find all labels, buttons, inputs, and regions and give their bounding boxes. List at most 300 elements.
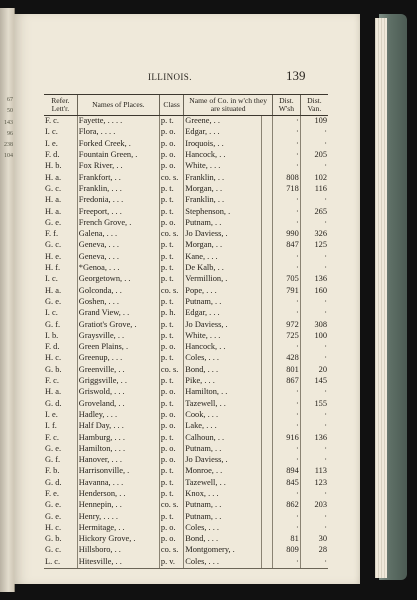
cell-dist-washington: ·	[273, 116, 301, 128]
cell-spacer	[261, 545, 272, 556]
cell-county: Vermillion, .	[184, 274, 262, 285]
cell-reference-letter: G. f.	[45, 455, 61, 465]
cell-class: p. t.	[159, 376, 183, 387]
margin-mark: 238	[4, 142, 13, 149]
cell-dist-vandalia: ·	[300, 195, 328, 206]
cell-dist-washington: ·	[273, 150, 301, 161]
cell-county: Bond, . . .	[184, 534, 262, 545]
cell-reference-letter: I. e.	[45, 409, 58, 419]
cell-class: p. t.	[159, 489, 183, 500]
cell-class: p. o.	[159, 410, 183, 421]
margin-mark	[0, 197, 13, 208]
cell-county: White, . . .	[184, 161, 262, 172]
cell-spacer	[261, 511, 272, 522]
cell-class: p. o.	[159, 523, 183, 534]
table-row	[44, 150, 328, 161]
cell-reference-letter: I. c.	[45, 308, 58, 318]
table-row	[44, 365, 328, 376]
cell-dist-vandalia: 20	[300, 365, 328, 376]
table-row	[44, 534, 328, 545]
margin-mark	[0, 185, 13, 196]
cell-dist-washington: ·	[273, 297, 301, 308]
table-row	[44, 557, 328, 568]
cell-reference-letter: G. d.	[45, 477, 62, 487]
cell-class: p. t.	[159, 511, 183, 522]
cell-reference-letter: I. c.	[45, 274, 58, 284]
cell-reference-letter: H. a.	[45, 195, 62, 205]
cell-place-name: Griswold, . . .	[77, 387, 159, 398]
cell-dist-washington: 718	[273, 184, 301, 195]
cell-dist-vandalia: ·	[300, 263, 328, 274]
cell-dist-washington: ·	[273, 252, 301, 263]
cell-place-name: French Grove, .	[77, 218, 159, 229]
margin-mark: 67	[7, 97, 13, 103]
table-row	[44, 410, 328, 421]
cell-dist-vandalia: ·	[300, 218, 328, 229]
cell-dist-washington: 809	[273, 545, 301, 556]
cell-class: co. s.	[159, 172, 183, 183]
margin-mark: 96	[7, 130, 13, 137]
cell-county: Iroquois, . .	[184, 139, 262, 150]
cell-class: p. o.	[159, 534, 183, 545]
margin-mark	[0, 321, 13, 332]
cell-spacer	[261, 218, 272, 229]
table-row	[44, 139, 328, 150]
cell-class: p. t.	[159, 274, 183, 285]
cell-spacer	[261, 398, 272, 409]
cell-place-name: Frankfort, . .	[77, 172, 159, 183]
cell-dist-vandalia: ·	[300, 523, 328, 534]
cell-dist-washington: 862	[273, 500, 301, 511]
cell-county: Coles, . . .	[184, 557, 262, 568]
cell-county: Hancock, . .	[184, 342, 262, 353]
cell-dist-vandalia: 160	[300, 285, 328, 296]
cell-class: p. t.	[159, 398, 183, 409]
margin-mark: 143	[4, 119, 13, 126]
cell-place-name: Graysville, . .	[77, 331, 159, 342]
margin-mark	[0, 434, 13, 445]
cell-dist-vandalia: ·	[300, 127, 328, 138]
cell-spacer	[261, 206, 272, 217]
col-header-class: Class	[159, 95, 183, 116]
cell-dist-vandalia: 308	[300, 319, 328, 330]
cell-class: p. o.	[159, 455, 183, 466]
cell-place-name: Greenup, . . .	[77, 353, 159, 364]
cell-reference-letter: G. d.	[45, 398, 62, 408]
cell-dist-vandalia: ·	[300, 410, 328, 421]
cell-spacer	[261, 319, 272, 330]
cell-place-name: Hickory Grove, .	[77, 534, 159, 545]
cell-reference-letter: H. a.	[45, 172, 62, 182]
table-row	[44, 252, 328, 263]
cell-place-name: Fox River, . .	[77, 161, 159, 172]
cell-class: p. t.	[159, 184, 183, 195]
cell-dist-vandalia: 113	[300, 466, 328, 477]
cell-dist-vandalia: ·	[300, 161, 328, 172]
cell-place-name: Henry, . . . .	[77, 511, 159, 522]
cell-county: Morgan, . .	[184, 240, 262, 251]
table-bottom-rule	[44, 568, 328, 569]
cell-dist-washington: 808	[273, 172, 301, 183]
cell-place-name: Hanover, . . .	[77, 455, 159, 466]
cell-county: Jo Daviess, .	[184, 455, 262, 466]
margin-mark	[0, 445, 13, 456]
cell-spacer	[261, 500, 272, 511]
cell-dist-vandalia: ·	[300, 297, 328, 308]
cell-class: co. s.	[159, 500, 183, 511]
cell-reference-letter: G. e.	[45, 296, 62, 306]
margin-mark	[0, 423, 13, 434]
cell-dist-washington: 791	[273, 285, 301, 296]
cell-place-name: Hamburg, . . .	[77, 432, 159, 443]
cell-dist-washington: ·	[273, 398, 301, 409]
cell-place-name: Groveland, . .	[77, 398, 159, 409]
cell-county: Putnam, . .	[184, 511, 262, 522]
margin-mark	[0, 344, 13, 355]
cell-dist-vandalia: ·	[300, 252, 328, 263]
cell-county: Lake, . . .	[184, 421, 262, 432]
cell-county: Greene, . .	[184, 116, 262, 128]
cell-county: Putnam, . .	[184, 218, 262, 229]
cell-dist-washington: ·	[273, 421, 301, 432]
table-row	[44, 342, 328, 353]
cell-dist-washington: 894	[273, 466, 301, 477]
cell-reference-letter: I. c.	[45, 127, 58, 137]
page-title: ILLINOIS.	[148, 72, 192, 82]
cell-county: Putnam, . .	[184, 500, 262, 511]
cell-spacer	[261, 478, 272, 489]
cell-county: Hamilton, . .	[184, 387, 262, 398]
cell-dist-washington: ·	[273, 206, 301, 217]
table-row	[44, 308, 328, 319]
cell-dist-vandalia: ·	[300, 455, 328, 466]
margin-mark	[0, 355, 13, 366]
margin-mark	[0, 163, 13, 174]
table-row	[44, 172, 328, 183]
cell-county: Kane, . . .	[184, 252, 262, 263]
cell-county: Morgan, . .	[184, 184, 262, 195]
cell-dist-washington: ·	[273, 455, 301, 466]
col-header-dist-van: Dist. Van.	[300, 95, 328, 116]
cell-class: p. t.	[159, 331, 183, 342]
cell-dist-washington: ·	[273, 342, 301, 353]
table-row	[44, 500, 328, 511]
cell-class: p. t.	[159, 263, 183, 274]
cell-dist-washington: ·	[273, 489, 301, 500]
cell-spacer	[261, 195, 272, 206]
margin-mark	[0, 400, 13, 411]
cell-place-name: Green Plains, .	[77, 342, 159, 353]
cell-dist-washington: 847	[273, 240, 301, 251]
cell-reference-letter: F. c.	[45, 116, 59, 126]
cell-county: Pike, . . .	[184, 376, 262, 387]
cell-reference-letter: G. e.	[45, 500, 62, 510]
cell-dist-vandalia: 102	[300, 172, 328, 183]
cell-place-name: Hitesville, . .	[77, 557, 159, 568]
cell-place-name: Hermitage, . .	[77, 523, 159, 534]
cell-dist-washington: ·	[273, 523, 301, 534]
cell-dist-vandalia: ·	[300, 444, 328, 455]
cell-county: Edgar, . . .	[184, 308, 262, 319]
table-row	[44, 489, 328, 500]
cell-spacer	[261, 127, 272, 138]
cell-reference-letter: F. b.	[45, 466, 60, 476]
cell-dist-washington: 81	[273, 534, 301, 545]
cell-dist-vandalia: ·	[300, 308, 328, 319]
cell-spacer	[261, 365, 272, 376]
cell-spacer	[261, 285, 272, 296]
cell-reference-letter: G. b.	[45, 364, 62, 374]
cell-spacer	[261, 387, 272, 398]
cell-place-name: Fayette, . . . .	[77, 116, 159, 128]
cell-county: De Kalb, . .	[184, 263, 262, 274]
cell-county: Monroe, . .	[184, 466, 262, 477]
cell-class: p. o.	[159, 150, 183, 161]
cell-reference-letter: G. e.	[45, 217, 62, 227]
cell-county: Montgomery, .	[184, 545, 262, 556]
margin-mark	[0, 208, 13, 219]
cell-dist-washington: ·	[273, 127, 301, 138]
table-row	[44, 331, 328, 342]
cell-reference-letter: F. d.	[45, 150, 60, 160]
cell-dist-vandalia: 125	[300, 240, 328, 251]
cell-reference-letter: G. e.	[45, 443, 62, 453]
table-row	[44, 545, 328, 556]
cell-class: p. o.	[159, 139, 183, 150]
col-header-place: Names of Places.	[77, 95, 159, 116]
cell-county: Putnam, . .	[184, 444, 262, 455]
cell-county: Knox, . . .	[184, 489, 262, 500]
cell-reference-letter: G. c.	[45, 240, 62, 250]
cell-county: Cook, . . .	[184, 410, 262, 421]
cell-county: Stephenson, .	[184, 206, 262, 217]
cell-place-name: Geneva, . . .	[77, 252, 159, 263]
cell-reference-letter: F. c.	[45, 432, 59, 442]
cell-place-name: Harrisonville, .	[77, 466, 159, 477]
cell-county: White, . . .	[184, 331, 262, 342]
margin-mark	[0, 457, 13, 468]
table-row	[44, 184, 328, 195]
cell-dist-vandalia: 136	[300, 432, 328, 443]
cell-spacer	[261, 489, 272, 500]
cell-reference-letter: F. c.	[45, 376, 59, 386]
cell-dist-washington: ·	[273, 444, 301, 455]
cell-dist-washington: ·	[273, 161, 301, 172]
cell-dist-washington: 428	[273, 353, 301, 364]
cell-class: p. t.	[159, 319, 183, 330]
cell-spacer	[261, 410, 272, 421]
cell-spacer	[261, 557, 272, 568]
cell-dist-vandalia: ·	[300, 511, 328, 522]
cell-place-name: Flora, . . . .	[77, 127, 159, 138]
cell-spacer	[261, 455, 272, 466]
cell-spacer	[261, 229, 272, 240]
cell-spacer	[261, 353, 272, 364]
cell-dist-vandalia: 155	[300, 398, 328, 409]
col-header-ref: Refer. Lett'r.	[44, 95, 77, 116]
cell-place-name: Goshen, . . .	[77, 297, 159, 308]
cell-county: Hancock, . .	[184, 150, 262, 161]
cell-class: p. o.	[159, 387, 183, 398]
table-row	[44, 478, 328, 489]
cell-dist-washington: 705	[273, 274, 301, 285]
cell-reference-letter: H. e.	[45, 251, 62, 261]
cell-class: p. o.	[159, 127, 183, 138]
cell-spacer	[261, 331, 272, 342]
cell-county: Jo Daviess, .	[184, 319, 262, 330]
cell-county: Tazewell, . .	[184, 398, 262, 409]
cell-spacer	[261, 466, 272, 477]
margin-mark	[0, 287, 13, 298]
cell-class: p. t.	[159, 353, 183, 364]
cell-dist-vandalia: ·	[300, 557, 328, 568]
cell-dist-vandalia: ·	[300, 387, 328, 398]
cell-dist-vandalia: ·	[300, 139, 328, 150]
cell-dist-washington: ·	[273, 218, 301, 229]
cell-spacer	[261, 184, 272, 195]
cell-class: p. o.	[159, 342, 183, 353]
cell-county: Pope, . . .	[184, 285, 262, 296]
margin-mark	[0, 411, 13, 422]
cell-county: Tazewell, . .	[184, 478, 262, 489]
cell-dist-washington: 867	[273, 376, 301, 387]
table-row	[44, 218, 328, 229]
cell-reference-letter: L. c.	[45, 556, 61, 566]
table-row	[44, 285, 328, 296]
cell-reference-letter: H. f.	[45, 263, 61, 273]
cell-dist-vandalia: 100	[300, 331, 328, 342]
page-number: 139	[286, 68, 306, 83]
cell-spacer	[261, 376, 272, 387]
cell-reference-letter: I. f.	[45, 421, 57, 431]
cell-spacer	[261, 252, 272, 263]
cell-spacer	[261, 240, 272, 251]
cell-dist-washington: ·	[273, 308, 301, 319]
cell-place-name: Fountain Green, .	[77, 150, 159, 161]
col-header-county: Name of Co. in w'ch they are situated	[184, 95, 273, 116]
cell-class: p. t.	[159, 432, 183, 443]
cell-class: p. t.	[159, 297, 183, 308]
cell-reference-letter: F. d.	[45, 342, 60, 352]
cell-class: p. h.	[159, 308, 183, 319]
cell-spacer	[261, 116, 272, 128]
cell-spacer	[261, 342, 272, 353]
cell-place-name: Havanna, . . .	[77, 478, 159, 489]
cell-class: p. o.	[159, 421, 183, 432]
cell-spacer	[261, 263, 272, 274]
margin-mark	[0, 276, 13, 287]
cell-class: p. t.	[159, 478, 183, 489]
book-page	[14, 14, 360, 584]
cell-place-name: Forked Creek, .	[77, 139, 159, 150]
table-row	[44, 432, 328, 443]
cell-place-name: Half Day, . . .	[77, 421, 159, 432]
table-row	[44, 297, 328, 308]
cell-spacer	[261, 297, 272, 308]
table-row	[44, 240, 328, 251]
margin-mark	[0, 231, 13, 242]
cell-spacer	[261, 161, 272, 172]
cell-reference-letter: I. b.	[45, 330, 59, 340]
cell-spacer	[261, 139, 272, 150]
cell-place-name: Hamilton, . . .	[77, 444, 159, 455]
table-row	[44, 523, 328, 534]
cell-reference-letter: H. a.	[45, 206, 62, 216]
cell-class: p. t.	[159, 240, 183, 251]
cell-class: p. o.	[159, 444, 183, 455]
cell-dist-vandalia: 136	[300, 274, 328, 285]
cell-dist-vandalia: 326	[300, 229, 328, 240]
margin-mark	[0, 468, 13, 479]
col-header-dist-wash: Dist. W'sh	[273, 95, 301, 116]
cell-dist-washington: 990	[273, 229, 301, 240]
cell-class: co. s.	[159, 229, 183, 240]
table-row	[44, 387, 328, 398]
margin-mark	[0, 479, 13, 490]
margin-mark	[0, 389, 13, 400]
cell-place-name: Hadley, . . .	[77, 410, 159, 421]
cell-county: Bond, . . .	[184, 365, 262, 376]
cell-dist-vandalia: 116	[300, 184, 328, 195]
cell-spacer	[261, 523, 272, 534]
cell-place-name: Henderson, . .	[77, 489, 159, 500]
cell-class: p. t.	[159, 195, 183, 206]
page-stack-edge	[375, 18, 387, 578]
margin-mark	[0, 332, 13, 343]
cell-class: p. v.	[159, 557, 183, 568]
cell-dist-vandalia: 203	[300, 500, 328, 511]
cell-reference-letter: G. c.	[45, 183, 62, 193]
cell-dist-vandalia: 145	[300, 376, 328, 387]
margin-mark: 50	[7, 108, 13, 115]
cell-class: p. t.	[159, 116, 183, 128]
cell-place-name: Georgetown, . .	[77, 274, 159, 285]
cell-dist-washington: 972	[273, 319, 301, 330]
table-row	[44, 466, 328, 477]
table-row	[44, 263, 328, 274]
cell-county: Franklin, . .	[184, 195, 262, 206]
table-row	[44, 376, 328, 387]
table-row	[44, 274, 328, 285]
table-row	[44, 421, 328, 432]
cell-dist-vandalia: 123	[300, 478, 328, 489]
table-row	[44, 116, 328, 128]
margin-mark	[0, 253, 13, 264]
table-row	[44, 444, 328, 455]
cell-reference-letter: H. a.	[45, 285, 62, 295]
cell-class: p. t.	[159, 252, 183, 263]
cell-dist-washington: ·	[273, 511, 301, 522]
cell-spacer	[261, 534, 272, 545]
cell-class: p. o.	[159, 218, 183, 229]
cell-dist-washington: 801	[273, 365, 301, 376]
cell-class: p. t.	[159, 466, 183, 477]
margin-mark	[0, 502, 13, 513]
cell-reference-letter: H. a.	[45, 387, 62, 397]
cell-dist-vandalia: 265	[300, 206, 328, 217]
cell-spacer	[261, 308, 272, 319]
cell-reference-letter: H. c.	[45, 353, 62, 363]
cell-dist-vandalia: 205	[300, 150, 328, 161]
cell-dist-washington: ·	[273, 387, 301, 398]
table-row	[44, 161, 328, 172]
margin-mark	[0, 490, 13, 501]
cell-class: co. s.	[159, 545, 183, 556]
table-row	[44, 206, 328, 217]
cell-place-name: Grand View, . .	[77, 308, 159, 319]
cell-place-name: Geneva, . . .	[77, 240, 159, 251]
cell-place-name: Freeport, . . .	[77, 206, 159, 217]
